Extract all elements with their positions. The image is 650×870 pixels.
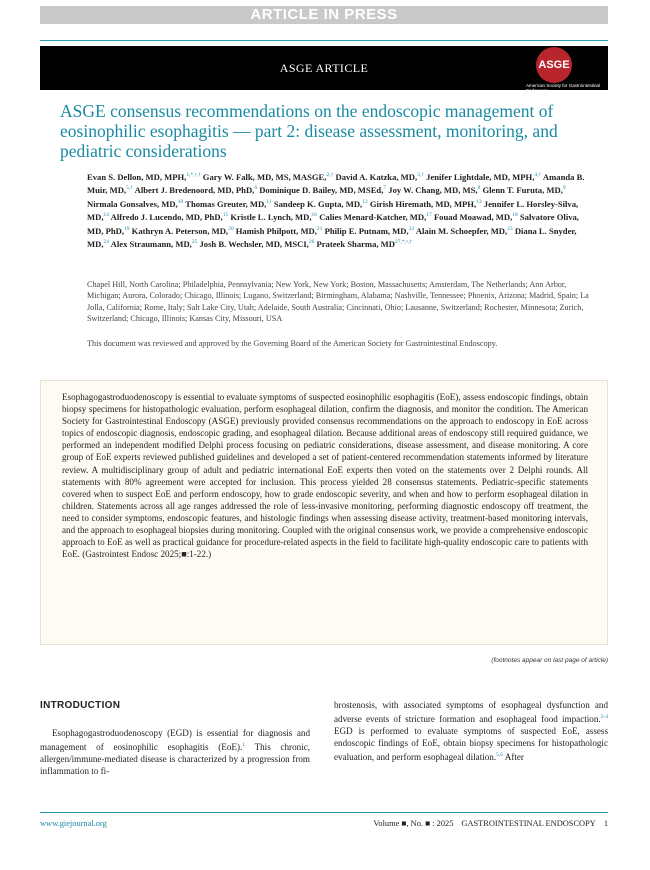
asge-logo-name: American Society for Gastrointestinal Endoscopy xyxy=(526,83,601,93)
author-affiliation-ref[interactable]: 20 xyxy=(228,225,234,232)
intro-text: EGD is performed to evaluate symptoms of suspected EoE, assess endoscopic findings of EoE, obtain biopsy specimens for histopathologic evaluation, and perform esophageal dilation. xyxy=(334,726,608,763)
author-name: Glenn T. Furuta, MD, xyxy=(482,185,563,196)
intro-column-right xyxy=(334,699,608,764)
author-affiliation-ref[interactable]: 9 xyxy=(562,185,566,192)
author-affiliation-ref[interactable]: 3,† xyxy=(417,172,424,178)
footer-volume: Volume ■, No. ■ : 2025 xyxy=(373,819,454,828)
author-name: Fouad Moawad, MD, xyxy=(433,212,513,223)
abstract-text: Esophagogastroduodenoscopy is essential to evaluate symptoms of suspected eosinophilic esophagitis (EoE), assess endoscopic findings, obtain biopsy specimens for histopathologic evaluation, perform esophageal dilation, confirm the diagnosis, and monitor the condition. The American Society for Gastrointestinal Endoscopy (ASGE) previously provided consensus recommendations on the approach to endoscopy in EoE across topics of endoscopic diagnosis, endoscopic grading, and esophageal dilation. Because additional areas of endoscopy still required guidance, we performed an independent modified Delphi process focusing on pediatric considerations, disease assessment, and disease monitoring. A core group of EoE experts reviewed published guidelines and developed a set of patient-centered recommendation statements informed by literature review. A multidisciplinary group of adult and pediatric international EoE experts then voted on the statements over 2 Delphi rounds. All statements with 80% agreement were accepted for inclusion. This process yielded 28 consensus statements. Pediatric-specific statements covered when to suspect EoE and perform endoscopy, how to grade endoscopic severity, and when and how to perform esophageal dilation in children. Statements across all age ranges addressed the role of less-invasive monitoring, performing diagnostic endoscopy off treatment, the need to consider symptoms, endoscopic features, and histologic findings when assessing disease activity, treatment-based monitoring intervals, and the approach to esophageal biopsies during monitoring. Coupled with the original consensus work, we provide a comprehensive endoscopic approach to EoE as well as practical guidance for procedure-related aspects in the field to facilitate high-quality endoscopic care to patients with EoE. (Gastrointest Endosc 2025;■:1-22.) xyxy=(62,392,588,560)
author-name: Alfredo J. Lucendo, MD, PhD, xyxy=(110,212,223,223)
author-name: Thomas Greuter, MD, xyxy=(185,198,267,209)
intro-text: After xyxy=(503,752,524,763)
abstract-box xyxy=(40,380,608,645)
author-name: Sandeep K. Gupta, MD, xyxy=(273,198,363,209)
author-affiliation-ref[interactable]: 13 xyxy=(476,198,482,205)
footer-journal: GASTROINTESTINAL ENDOSCOPY xyxy=(461,819,596,828)
author-name: Girish Hiremath, MD, MPH, xyxy=(369,198,477,209)
author-name: Nirmala Gonsalves, MD, xyxy=(87,198,178,209)
author-affiliation-ref[interactable]: 17 xyxy=(426,212,432,219)
author-name: Salvatore Oliva, MD, PhD, xyxy=(87,212,579,236)
author-affiliation-ref[interactable]: 6 xyxy=(254,185,258,192)
author-affiliation-ref[interactable]: 27,*,•,† xyxy=(395,239,413,246)
review-note: This document was reviewed and approved by the Governing Board of the American Society for Gastrointestinal Endoscopy. xyxy=(87,339,498,348)
author-affiliation-ref[interactable]: 8 xyxy=(477,185,481,192)
section-banner xyxy=(40,46,608,90)
author-affiliation-ref[interactable]: 12 xyxy=(362,198,368,205)
author-affiliation-ref[interactable]: 16 xyxy=(311,212,318,219)
author-affiliation-ref[interactable]: 22 xyxy=(408,225,415,232)
intro-text: brostenosis, with associated symptoms of esophageal dysfunction and adverse events of stricture formation and esophageal food impaction. xyxy=(334,700,608,725)
intro-text: This chronic, allergen/immune-mediated disease is characterized by a progression from inflammation to fi- xyxy=(40,742,310,777)
author-affiliation-ref[interactable]: 11 xyxy=(266,198,272,205)
introduction-heading: INTRODUCTION xyxy=(40,700,121,711)
author-name: Evan S. Dellon, MD, MPH, xyxy=(87,171,187,182)
article-in-press-banner: ARTICLE IN PRESS xyxy=(40,6,608,24)
author-name: Albert J. Bredenoord, MD, PhD, xyxy=(134,185,255,196)
author-name: Josh B. Wechsler, MD, MSCI, xyxy=(199,239,309,250)
section-label: ASGE ARTICLE xyxy=(279,61,369,75)
author-affiliation-ref[interactable]: 18 xyxy=(512,212,518,219)
author-name: Prateek Sharma, MD xyxy=(316,239,396,250)
author-name: Kristle L. Lynch, MD, xyxy=(230,212,312,223)
author-name: Diana L. Snyder, MD, xyxy=(87,225,577,250)
author-name: Gary W. Falk, MD, MS, MASGE, xyxy=(202,171,327,182)
author-affiliation-ref[interactable]: 4,† xyxy=(534,172,542,178)
author-affiliation-ref[interactable]: 2,† xyxy=(326,172,334,178)
author-affiliation-ref[interactable]: 19 xyxy=(124,225,130,232)
author-name: Jenifer Lightdale, MD, MPH, xyxy=(426,171,535,182)
author-affiliation-ref[interactable]: 5,† xyxy=(126,185,133,192)
citation-link[interactable]: 2-4 xyxy=(600,714,608,721)
footer-page-number: 1 xyxy=(603,819,608,828)
author-affiliation-ref[interactable]: 23 xyxy=(507,225,513,232)
footnotes-note: (footnotes appear on last page of article) xyxy=(491,657,608,664)
journal-url-link[interactable]: www.giejournal.org xyxy=(40,819,107,828)
author-name: Alex Straumann, MD, xyxy=(110,239,192,250)
author-name: Philip E. Putnam, MD, xyxy=(324,225,409,236)
footer-divider xyxy=(40,812,608,813)
author-affiliation-ref[interactable]: 21 xyxy=(316,225,323,232)
author-name: Calies Menard-Katcher, MD, xyxy=(319,212,427,223)
asge-logo-mark: ASGE xyxy=(536,47,572,83)
author-affiliation-ref[interactable]: 26 xyxy=(308,239,315,246)
author-name: Amanda B. Muir, MD, xyxy=(87,171,585,196)
author-name: Alain M. Schoepfer, MD, xyxy=(415,225,508,236)
author-affiliation-ref[interactable]: 10 xyxy=(177,198,184,205)
author-name: Joy W. Chang, MD, MS, xyxy=(388,185,478,196)
header-divider xyxy=(40,40,608,41)
author-affiliation-ref[interactable]: 15 xyxy=(222,212,229,219)
author-name: David A. Katzka, MD, xyxy=(335,171,418,182)
author-name: Dominique D. Bailey, MD, MSEd, xyxy=(259,185,384,196)
author-name: Kathryn A. Peterson, MD, xyxy=(131,225,229,236)
author-affiliation-ref[interactable]: 1,*,•,† xyxy=(186,172,201,178)
intro-text: Esophagogastroduodenoscopy (EGD) is essential for diagnosis and management of eosinophilic esophagitis (EoE). xyxy=(40,728,310,753)
affiliations: Chapel Hill, North Carolina; Philadelphia, Pennsylvania; New York, New York; Boston, Massachusetts; Amsterdam, The Netherlands; Ann Arbor, Michigan; Aurora, Colorado; Chicago, Illinois; Lugano, Switzerland; Birmingham, Alabama; Nashville, Tennessee; Phoenix, Arizona; Madrid, Spain; La Jolla, California; Rome, Italy; Salt Lake City, Utah; Adelaide, South Australia; Cincinnati, Ohio; Lausanne, Switzerland; Rochester, Minnesota; Zurich, Switzerland; Chicago, Illinois; Kansas City, Missouri, USA xyxy=(87,280,589,323)
citation-link[interactable]: 5,6 xyxy=(496,752,503,759)
author-affiliation-ref[interactable]: 25 xyxy=(191,239,198,246)
author-name: Hamish Philpott, MD, xyxy=(235,225,317,236)
author-affiliation-ref[interactable]: 14 xyxy=(103,212,109,219)
author-affiliation-ref[interactable]: 24 xyxy=(103,239,109,246)
footer-citation xyxy=(373,819,608,828)
asge-logo xyxy=(526,44,604,92)
author-affiliation-ref[interactable]: 7 xyxy=(383,185,387,192)
citation-link[interactable]: 1 xyxy=(242,742,246,749)
author-list xyxy=(87,170,587,251)
author-name: Jennifer L. Horsley-Silva, MD, xyxy=(87,198,579,223)
article-title: ASGE consensus recommendations on the endoscopic management of eosinophilic esophagitis — part 2: disease assessment, monitoring, and pediatric considerations xyxy=(60,101,558,161)
intro-column-left xyxy=(40,727,310,777)
